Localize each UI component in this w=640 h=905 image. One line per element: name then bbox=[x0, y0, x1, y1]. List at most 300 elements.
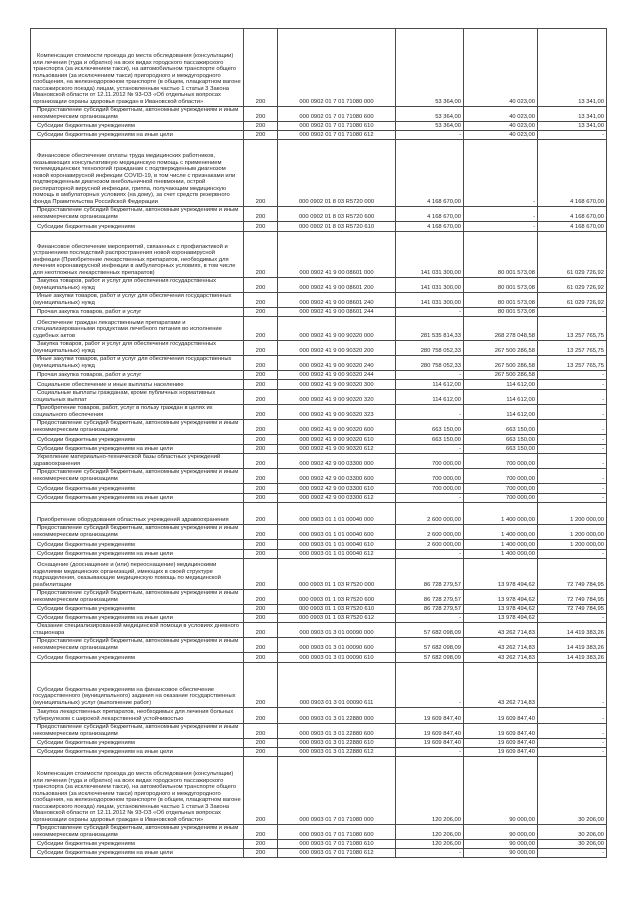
cell-line-code: 200 bbox=[244, 278, 278, 293]
cell-unexecuted-amount: - bbox=[538, 550, 607, 559]
cell-approved-amount: - bbox=[396, 494, 464, 503]
cell-description: Субсидии бюджетным учреждениям bbox=[31, 653, 244, 663]
cell-unexecuted-amount: 13 341,00 bbox=[538, 122, 607, 131]
cell-line-code: 200 bbox=[244, 445, 278, 454]
cell-line-code: 200 bbox=[244, 663, 278, 708]
cell-budget-code: 000 0902 01 8 03 R5720 600 bbox=[278, 207, 396, 222]
cell-executed-amount: 700 000,00 bbox=[464, 484, 538, 494]
table-row bbox=[31, 638, 607, 653]
cell-executed-amount: 19 609 847,40 bbox=[464, 708, 538, 724]
cell-unexecuted-amount: - bbox=[538, 724, 607, 739]
cell-line-code: 200 bbox=[244, 454, 278, 469]
cell-budget-code: 000 0902 01 7 01 71080 610 bbox=[278, 122, 396, 131]
cell-description: Субсидии бюджетным учреждениям bbox=[31, 840, 244, 849]
cell-line-code: 200 bbox=[244, 825, 278, 840]
cell-executed-amount: 114 612,00 bbox=[464, 380, 538, 390]
table-row bbox=[31, 559, 607, 590]
cell-approved-amount: 663 150,00 bbox=[396, 420, 464, 435]
cell-executed-amount: 90 000,00 bbox=[464, 840, 538, 849]
cell-description: Прочая закупка товаров, работ и услуг bbox=[31, 371, 244, 380]
cell-line-code: 200 bbox=[244, 525, 278, 540]
cell-approved-amount: 86 728 279,57 bbox=[396, 559, 464, 590]
cell-executed-amount: 663 150,00 bbox=[464, 435, 538, 445]
cell-unexecuted-amount: - bbox=[538, 614, 607, 623]
cell-line-code: 200 bbox=[244, 207, 278, 222]
cell-budget-code: 000 0903 01 3 01 00090 611 bbox=[278, 663, 396, 708]
table-row bbox=[31, 708, 607, 724]
table-row bbox=[31, 207, 607, 222]
cell-unexecuted-amount: - bbox=[538, 380, 607, 390]
cell-approved-amount: 141 031 300,00 bbox=[396, 278, 464, 293]
cell-line-code: 200 bbox=[244, 107, 278, 122]
cell-description: Компенсация стоимости проезда до места обследования (консультации) или лечения (туда и обратно) на всех видах городского пассажирского транспорта (за исключением такси), на автомобильном транспорте общего пользования (за исключением такси) пригородного и междугородного сообщения, на железнодорожном транспорте (в общем, плацкартном вагоне пассажирского поезда) лицам, установленным частью 1 статьи 3 Закона Ивановской области от 12.11.2012 № 93-ОЗ «Об отдельных вопросах организации охраны здоровья граждан в Ивановской области» bbox=[31, 29, 244, 107]
table-row bbox=[31, 293, 607, 308]
cell-approved-amount: 141 031 300,00 bbox=[396, 293, 464, 308]
cell-unexecuted-amount: - bbox=[538, 308, 607, 317]
cell-budget-code: 000 0902 41 9 00 90320 240 bbox=[278, 356, 396, 371]
table-row bbox=[31, 494, 607, 503]
cell-approved-amount: 2 600 000,00 bbox=[396, 540, 464, 550]
cell-executed-amount: 40 023,00 bbox=[464, 29, 538, 107]
cell-unexecuted-amount: - bbox=[538, 708, 607, 724]
cell-executed-amount: 700 000,00 bbox=[464, 494, 538, 503]
cell-unexecuted-amount: 1 200 000,00 bbox=[538, 540, 607, 550]
cell-line-code: 200 bbox=[244, 494, 278, 503]
cell-unexecuted-amount: - bbox=[538, 371, 607, 380]
cell-description: Предоставление субсидий бюджетным, автономным учреждениям и иным некоммерческим организациям bbox=[31, 469, 244, 484]
cell-budget-code: 000 0902 41 9 00 90320 600 bbox=[278, 420, 396, 435]
cell-budget-code: 000 0902 01 8 03 R5720 610 bbox=[278, 222, 396, 232]
cell-budget-code: 000 0903 01 3 01 22880 610 bbox=[278, 739, 396, 748]
cell-line-code: 200 bbox=[244, 484, 278, 494]
cell-approved-amount: - bbox=[396, 614, 464, 623]
table-row bbox=[31, 454, 607, 469]
cell-description: Иные закупки товаров, работ и услуг для обеспечения государственных (муниципальных) нужд bbox=[31, 356, 244, 371]
cell-description: Укрепление материально-технической базы областных учреждений здравоохранения bbox=[31, 454, 244, 469]
cell-approved-amount: - bbox=[396, 405, 464, 420]
cell-unexecuted-amount: 4 168 670,00 bbox=[538, 140, 607, 207]
cell-description: Закупка товаров, работ и услуг для обеспечения государственных (муниципальных) нужд bbox=[31, 341, 244, 356]
cell-description: Субсидии бюджетным учреждениям bbox=[31, 222, 244, 232]
cell-budget-code: 000 0903 01 7 01 71080 000 bbox=[278, 757, 396, 825]
cell-line-code: 200 bbox=[244, 293, 278, 308]
cell-executed-amount: 1 400 000,00 bbox=[464, 525, 538, 540]
cell-line-code: 200 bbox=[244, 341, 278, 356]
cell-line-code: 200 bbox=[244, 724, 278, 739]
table-row bbox=[31, 371, 607, 380]
table-row bbox=[31, 469, 607, 484]
cell-executed-amount: 114 612,00 bbox=[464, 405, 538, 420]
cell-executed-amount: 80 001 573,08 bbox=[464, 308, 538, 317]
cell-line-code: 200 bbox=[244, 435, 278, 445]
table-row bbox=[31, 405, 607, 420]
cell-line-code: 200 bbox=[244, 29, 278, 107]
cell-approved-amount: - bbox=[396, 445, 464, 454]
cell-budget-code: 000 0903 01 7 01 71080 612 bbox=[278, 849, 396, 858]
cell-unexecuted-amount: 14 419 383,26 bbox=[538, 638, 607, 653]
cell-description: Предоставление субсидий бюджетным, автономным учреждениям и иным некоммерческим организациям bbox=[31, 525, 244, 540]
cell-description: Субсидии бюджетным учреждениям на иные цели bbox=[31, 748, 244, 757]
cell-line-code: 200 bbox=[244, 222, 278, 232]
cell-line-code: 200 bbox=[244, 122, 278, 131]
cell-approved-amount: 2 600 000,00 bbox=[396, 525, 464, 540]
cell-line-code: 200 bbox=[244, 757, 278, 825]
cell-budget-code: 000 0903 01 3 01 00090 600 bbox=[278, 638, 396, 653]
cell-unexecuted-amount: 30 206,00 bbox=[538, 757, 607, 825]
table-row bbox=[31, 849, 607, 858]
cell-unexecuted-amount: 72 749 784,95 bbox=[538, 559, 607, 590]
cell-unexecuted-amount: - bbox=[538, 663, 607, 708]
cell-description: Приобретение оборудования областных учреждений здравоохранения bbox=[31, 503, 244, 525]
cell-unexecuted-amount: 13 257 765,75 bbox=[538, 356, 607, 371]
cell-description: Обеспечение граждан лекарственными препаратами и специализированными продуктами лечебного питания во исполнение судебных актов bbox=[31, 317, 244, 341]
cell-budget-code: 000 0902 42 9 00 03300 000 bbox=[278, 454, 396, 469]
cell-approved-amount: - bbox=[396, 748, 464, 757]
cell-unexecuted-amount: 13 341,00 bbox=[538, 29, 607, 107]
cell-executed-amount: 19 609 847,40 bbox=[464, 739, 538, 748]
cell-executed-amount: 40 023,00 bbox=[464, 131, 538, 140]
cell-approved-amount: 280 758 052,33 bbox=[396, 341, 464, 356]
cell-executed-amount: - bbox=[464, 222, 538, 232]
cell-approved-amount: 281 535 814,33 bbox=[396, 317, 464, 341]
cell-executed-amount: 13 978 494,62 bbox=[464, 614, 538, 623]
table-row bbox=[31, 503, 607, 525]
cell-approved-amount: 280 758 052,33 bbox=[396, 356, 464, 371]
table-row bbox=[31, 825, 607, 840]
cell-line-code: 200 bbox=[244, 559, 278, 590]
cell-line-code: 200 bbox=[244, 540, 278, 550]
cell-budget-code: 000 0902 41 9 00 08601 200 bbox=[278, 278, 396, 293]
cell-description: Субсидии бюджетным учреждениям bbox=[31, 435, 244, 445]
table-body bbox=[31, 29, 607, 858]
cell-line-code: 200 bbox=[244, 140, 278, 207]
cell-description: Приобретение товаров, работ, услуг в пользу граждан в целях их социального обеспечения bbox=[31, 405, 244, 420]
cell-budget-code: 000 0903 01 1 03 R7520 610 bbox=[278, 605, 396, 614]
cell-executed-amount: 40 023,00 bbox=[464, 122, 538, 131]
table-row bbox=[31, 390, 607, 405]
cell-description: Предоставление субсидий бюджетным, автономным учреждениям и иным некоммерческим организациям bbox=[31, 207, 244, 222]
cell-approved-amount: - bbox=[396, 550, 464, 559]
cell-unexecuted-amount: 13 341,00 bbox=[538, 107, 607, 122]
cell-approved-amount: 86 728 279,57 bbox=[396, 605, 464, 614]
cell-executed-amount: 700 000,00 bbox=[464, 454, 538, 469]
cell-executed-amount: 700 000,00 bbox=[464, 469, 538, 484]
cell-unexecuted-amount: 14 419 383,26 bbox=[538, 623, 607, 638]
cell-description: Субсидии бюджетным учреждениям на финансовое обеспечение государственного (муниципального) задания на оказание государственных (муниципальных) услуг (выполнение работ) bbox=[31, 663, 244, 708]
cell-executed-amount: 663 150,00 bbox=[464, 445, 538, 454]
cell-budget-code: 000 0903 01 1 01 00040 610 bbox=[278, 540, 396, 550]
cell-description: Субсидии бюджетным учреждениям bbox=[31, 122, 244, 131]
cell-budget-code: 000 0903 01 1 03 R7520 000 bbox=[278, 559, 396, 590]
table-row bbox=[31, 222, 607, 232]
cell-budget-code: 000 0902 01 7 01 71080 612 bbox=[278, 131, 396, 140]
cell-budget-code: 000 0903 01 3 01 22880 612 bbox=[278, 748, 396, 757]
cell-description: Субсидии бюджетным учреждениям bbox=[31, 739, 244, 748]
cell-unexecuted-amount: - bbox=[538, 445, 607, 454]
cell-executed-amount: 80 001 573,08 bbox=[464, 232, 538, 278]
cell-description: Субсидии бюджетным учреждениям bbox=[31, 484, 244, 494]
table-row bbox=[31, 445, 607, 454]
table-row bbox=[31, 605, 607, 614]
table-row bbox=[31, 840, 607, 849]
table-row bbox=[31, 724, 607, 739]
cell-approved-amount: - bbox=[396, 849, 464, 858]
cell-description: Субсидии бюджетным учреждениям на иные цели bbox=[31, 614, 244, 623]
cell-budget-code: 000 0902 41 9 00 90320 610 bbox=[278, 435, 396, 445]
cell-description: Прочая закупка товаров, работ и услуг bbox=[31, 308, 244, 317]
cell-approved-amount: - bbox=[396, 308, 464, 317]
cell-description: Субсидии бюджетным учреждениям на иные цели bbox=[31, 445, 244, 454]
table-row bbox=[31, 614, 607, 623]
cell-budget-code: 000 0902 41 9 00 08601 000 bbox=[278, 232, 396, 278]
cell-unexecuted-amount: - bbox=[538, 849, 607, 858]
cell-description: Субсидии бюджетным учреждениям bbox=[31, 540, 244, 550]
table-row bbox=[31, 420, 607, 435]
cell-budget-code: 000 0903 01 3 01 00090 610 bbox=[278, 653, 396, 663]
cell-description: Иные закупки товаров, работ и услуг для обеспечения государственных (муниципальных) нужд bbox=[31, 293, 244, 308]
cell-approved-amount: 53 364,00 bbox=[396, 122, 464, 131]
cell-description: Субсидии бюджетным учреждениям на иные цели bbox=[31, 550, 244, 559]
table-row bbox=[31, 278, 607, 293]
cell-approved-amount: 120 206,00 bbox=[396, 757, 464, 825]
cell-executed-amount: - bbox=[464, 140, 538, 207]
cell-budget-code: 000 0902 41 9 00 90320 320 bbox=[278, 390, 396, 405]
cell-line-code: 200 bbox=[244, 503, 278, 525]
cell-approved-amount: 700 000,00 bbox=[396, 484, 464, 494]
table-row bbox=[31, 232, 607, 278]
cell-line-code: 200 bbox=[244, 605, 278, 614]
table-row bbox=[31, 550, 607, 559]
table-row bbox=[31, 122, 607, 131]
cell-budget-code: 000 0902 41 9 00 08601 244 bbox=[278, 308, 396, 317]
cell-budget-code: 000 0902 01 7 01 71080 000 bbox=[278, 29, 396, 107]
cell-executed-amount: 80 001 573,08 bbox=[464, 278, 538, 293]
cell-line-code: 200 bbox=[244, 653, 278, 663]
cell-budget-code: 000 0902 42 9 00 03300 612 bbox=[278, 494, 396, 503]
cell-unexecuted-amount: 13 257 765,75 bbox=[538, 317, 607, 341]
cell-description: Оснащение (дооснащение и (или) переоснащение) медицинскими изделиями медицинских организаций, имеющих в своей структуре подразделения, оказывающие медицинскую помощь по медицинской реабилитации bbox=[31, 559, 244, 590]
cell-approved-amount: 120 206,00 bbox=[396, 825, 464, 840]
cell-line-code: 200 bbox=[244, 371, 278, 380]
cell-approved-amount: 86 728 279,57 bbox=[396, 590, 464, 605]
cell-unexecuted-amount: 61 029 726,92 bbox=[538, 293, 607, 308]
cell-unexecuted-amount: - bbox=[538, 420, 607, 435]
cell-executed-amount: 267 500 286,58 bbox=[464, 371, 538, 380]
cell-line-code: 200 bbox=[244, 380, 278, 390]
cell-description: Предоставление субсидий бюджетным, автономным учреждениям и иным некоммерческим организациям bbox=[31, 590, 244, 605]
cell-approved-amount: 114 612,00 bbox=[396, 390, 464, 405]
cell-line-code: 200 bbox=[244, 638, 278, 653]
table-row bbox=[31, 107, 607, 122]
cell-executed-amount: - bbox=[464, 207, 538, 222]
cell-approved-amount: 700 000,00 bbox=[396, 469, 464, 484]
cell-description: Социальные выплаты гражданам, кроме публичных нормативных социальных выплат bbox=[31, 390, 244, 405]
cell-approved-amount: - bbox=[396, 663, 464, 708]
cell-budget-code: 000 0903 01 1 01 00040 612 bbox=[278, 550, 396, 559]
cell-unexecuted-amount: 4 168 670,00 bbox=[538, 207, 607, 222]
cell-line-code: 200 bbox=[244, 405, 278, 420]
cell-executed-amount: 43 262 714,83 bbox=[464, 638, 538, 653]
cell-budget-code: 000 0903 01 1 03 R7520 600 bbox=[278, 590, 396, 605]
cell-executed-amount: 90 000,00 bbox=[464, 825, 538, 840]
cell-executed-amount: 267 500 286,58 bbox=[464, 341, 538, 356]
table-row bbox=[31, 663, 607, 708]
cell-description: Субсидии бюджетным учреждениям на иные цели bbox=[31, 131, 244, 140]
cell-executed-amount: 90 000,00 bbox=[464, 757, 538, 825]
table-row bbox=[31, 131, 607, 140]
cell-unexecuted-amount: - bbox=[538, 435, 607, 445]
cell-unexecuted-amount: - bbox=[538, 131, 607, 140]
cell-approved-amount: 4 168 670,00 bbox=[396, 222, 464, 232]
cell-budget-code: 000 0902 42 9 00 03300 610 bbox=[278, 484, 396, 494]
cell-executed-amount: 19 609 847,40 bbox=[464, 748, 538, 757]
cell-unexecuted-amount: 72 749 784,95 bbox=[538, 590, 607, 605]
cell-line-code: 200 bbox=[244, 469, 278, 484]
cell-executed-amount: 1 400 000,00 bbox=[464, 550, 538, 559]
cell-line-code: 200 bbox=[244, 840, 278, 849]
table-row bbox=[31, 380, 607, 390]
cell-unexecuted-amount: 1 200 000,00 bbox=[538, 503, 607, 525]
cell-description: Предоставление субсидий бюджетным, автономным учреждениям и иным некоммерческим организациям bbox=[31, 825, 244, 840]
cell-unexecuted-amount: 1 200 000,00 bbox=[538, 525, 607, 540]
cell-budget-code: 000 0903 01 1 03 R7520 612 bbox=[278, 614, 396, 623]
table-row bbox=[31, 748, 607, 757]
cell-description: Финансовое обеспечение мероприятий, связанных с профилактикой и устранением последствий распространения новой коронавирусной инфекции (Приобретение лекарственных препаратов, необходимых для лечения коронавирусной инфекции в амбулаторных условиях, в том числе для неотложных лекарственных препаратов) bbox=[31, 232, 244, 278]
cell-unexecuted-amount: 61 029 726,92 bbox=[538, 278, 607, 293]
cell-approved-amount: 57 682 098,09 bbox=[396, 638, 464, 653]
cell-description: Оказание специализированной медицинской помощи в условиях дневного стационара bbox=[31, 623, 244, 638]
cell-line-code: 200 bbox=[244, 420, 278, 435]
cell-approved-amount: 19 609 847,40 bbox=[396, 708, 464, 724]
cell-line-code: 200 bbox=[244, 849, 278, 858]
cell-executed-amount: 13 978 494,62 bbox=[464, 590, 538, 605]
table-row bbox=[31, 590, 607, 605]
cell-budget-code: 000 0903 01 3 01 22880 000 bbox=[278, 708, 396, 724]
cell-unexecuted-amount: - bbox=[538, 739, 607, 748]
cell-executed-amount: 13 978 494,62 bbox=[464, 559, 538, 590]
cell-budget-code: 000 0902 01 7 01 71080 600 bbox=[278, 107, 396, 122]
cell-description: Закупка лекарственных препаратов, необходимых для лечения больных туберкулезом с широкой лекарственной устойчивостью bbox=[31, 708, 244, 724]
cell-budget-code: 000 0902 41 9 00 90320 244 bbox=[278, 371, 396, 380]
cell-budget-code: 000 0902 41 9 00 90320 000 bbox=[278, 317, 396, 341]
cell-budget-code: 000 0903 01 3 01 00090 000 bbox=[278, 623, 396, 638]
cell-description: Предоставление субсидий бюджетным, автономным учреждениям и иным некоммерческим организациям bbox=[31, 724, 244, 739]
cell-unexecuted-amount: - bbox=[538, 469, 607, 484]
table-row bbox=[31, 757, 607, 825]
cell-approved-amount: 53 364,00 bbox=[396, 29, 464, 107]
cell-line-code: 200 bbox=[244, 390, 278, 405]
cell-unexecuted-amount: - bbox=[538, 484, 607, 494]
cell-budget-code: 000 0903 01 7 01 71080 610 bbox=[278, 840, 396, 849]
cell-executed-amount: 1 400 000,00 bbox=[464, 540, 538, 550]
cell-unexecuted-amount: 30 206,00 bbox=[538, 840, 607, 849]
cell-description: Социальное обеспечение и иные выплаты населению bbox=[31, 380, 244, 390]
cell-description: Предоставление субсидий бюджетным, автономным учреждениям и иным некоммерческим организациям bbox=[31, 107, 244, 122]
cell-executed-amount: 663 150,00 bbox=[464, 420, 538, 435]
cell-approved-amount: 141 031 300,00 bbox=[396, 232, 464, 278]
cell-executed-amount: 268 278 048,58 bbox=[464, 317, 538, 341]
cell-budget-code: 000 0902 41 9 00 90320 200 bbox=[278, 341, 396, 356]
cell-executed-amount: 19 609 847,40 bbox=[464, 724, 538, 739]
cell-approved-amount: 53 364,00 bbox=[396, 107, 464, 122]
cell-approved-amount: 57 682 098,09 bbox=[396, 623, 464, 638]
cell-line-code: 200 bbox=[244, 131, 278, 140]
cell-line-code: 200 bbox=[244, 748, 278, 757]
cell-approved-amount: 19 609 847,40 bbox=[396, 724, 464, 739]
cell-line-code: 200 bbox=[244, 356, 278, 371]
table-row bbox=[31, 653, 607, 663]
cell-budget-code: 000 0903 01 7 01 71080 600 bbox=[278, 825, 396, 840]
cell-line-code: 200 bbox=[244, 739, 278, 748]
cell-description: Предоставление субсидий бюджетным, автономным учреждениям и иным некоммерческим организациям bbox=[31, 420, 244, 435]
cell-executed-amount: 80 001 573,08 bbox=[464, 293, 538, 308]
cell-budget-code: 000 0902 41 9 00 90320 323 bbox=[278, 405, 396, 420]
cell-unexecuted-amount: 72 749 784,95 bbox=[538, 605, 607, 614]
cell-unexecuted-amount: 13 257 765,75 bbox=[538, 341, 607, 356]
cell-approved-amount: 114 612,00 bbox=[396, 380, 464, 390]
table-row bbox=[31, 29, 607, 107]
cell-approved-amount: 57 682 098,09 bbox=[396, 653, 464, 663]
cell-approved-amount: - bbox=[396, 371, 464, 380]
cell-executed-amount: 13 978 494,62 bbox=[464, 605, 538, 614]
cell-description: Субсидии бюджетным учреждениям на иные цели bbox=[31, 494, 244, 503]
cell-budget-code: 000 0903 01 1 01 00040 600 bbox=[278, 525, 396, 540]
cell-budget-code: 000 0902 41 9 00 90320 612 bbox=[278, 445, 396, 454]
budget-execution-table bbox=[30, 28, 607, 858]
cell-budget-code: 000 0902 41 9 00 08601 240 bbox=[278, 293, 396, 308]
cell-unexecuted-amount: 30 206,00 bbox=[538, 825, 607, 840]
cell-budget-code: 000 0902 42 9 00 03300 600 bbox=[278, 469, 396, 484]
cell-executed-amount: 114 612,00 bbox=[464, 390, 538, 405]
cell-unexecuted-amount: - bbox=[538, 405, 607, 420]
cell-executed-amount: 267 500 286,58 bbox=[464, 356, 538, 371]
cell-executed-amount: 40 023,00 bbox=[464, 107, 538, 122]
cell-line-code: 200 bbox=[244, 232, 278, 278]
cell-unexecuted-amount: 14 419 383,26 bbox=[538, 653, 607, 663]
table-row bbox=[31, 623, 607, 638]
cell-budget-code: 000 0903 01 3 01 22880 600 bbox=[278, 724, 396, 739]
cell-approved-amount: 4 168 670,00 bbox=[396, 207, 464, 222]
cell-executed-amount: 90 000,00 bbox=[464, 849, 538, 858]
cell-line-code: 200 bbox=[244, 614, 278, 623]
cell-approved-amount: 4 168 670,00 bbox=[396, 140, 464, 207]
cell-description: Предоставление субсидий бюджетным, автономным учреждениям и иным некоммерческим организациям bbox=[31, 638, 244, 653]
cell-unexecuted-amount: - bbox=[538, 454, 607, 469]
cell-unexecuted-amount: - bbox=[538, 748, 607, 757]
cell-executed-amount: 43 262 714,83 bbox=[464, 663, 538, 708]
cell-line-code: 200 bbox=[244, 308, 278, 317]
cell-unexecuted-amount: - bbox=[538, 390, 607, 405]
table-row bbox=[31, 525, 607, 540]
table-row bbox=[31, 308, 607, 317]
cell-line-code: 200 bbox=[244, 623, 278, 638]
table-row bbox=[31, 356, 607, 371]
cell-executed-amount: 43 262 714,83 bbox=[464, 653, 538, 663]
cell-executed-amount: 43 262 714,83 bbox=[464, 623, 538, 638]
cell-line-code: 200 bbox=[244, 708, 278, 724]
table-row bbox=[31, 484, 607, 494]
cell-executed-amount: 1 400 000,00 bbox=[464, 503, 538, 525]
table-row bbox=[31, 140, 607, 207]
table-row bbox=[31, 739, 607, 748]
table-row bbox=[31, 341, 607, 356]
cell-description: Субсидии бюджетным учреждениям на иные цели bbox=[31, 849, 244, 858]
cell-description: Компенсация стоимости проезда до места обследования (консультации) или лечения (туда и обратно) на всех видах городского пассажирского транспорта (за исключением такси), на автомобильном транспорте общего пользования (за исключением такси) пригородного и междугородного сообщения, на железнодорожном транспорте (в общем, плацкартном вагоне пассажирского поезда) лицам, установленным частью 1 статьи 3 Закона Ивановской области от 12.11.2012 № 93-ОЗ «Об отдельных вопросах организации охраны здоровья граждан в Ивановской области» bbox=[31, 757, 244, 825]
cell-approved-amount: 663 150,00 bbox=[396, 435, 464, 445]
cell-approved-amount: 2 600 000,00 bbox=[396, 503, 464, 525]
cell-line-code: 200 bbox=[244, 317, 278, 341]
table-row bbox=[31, 435, 607, 445]
